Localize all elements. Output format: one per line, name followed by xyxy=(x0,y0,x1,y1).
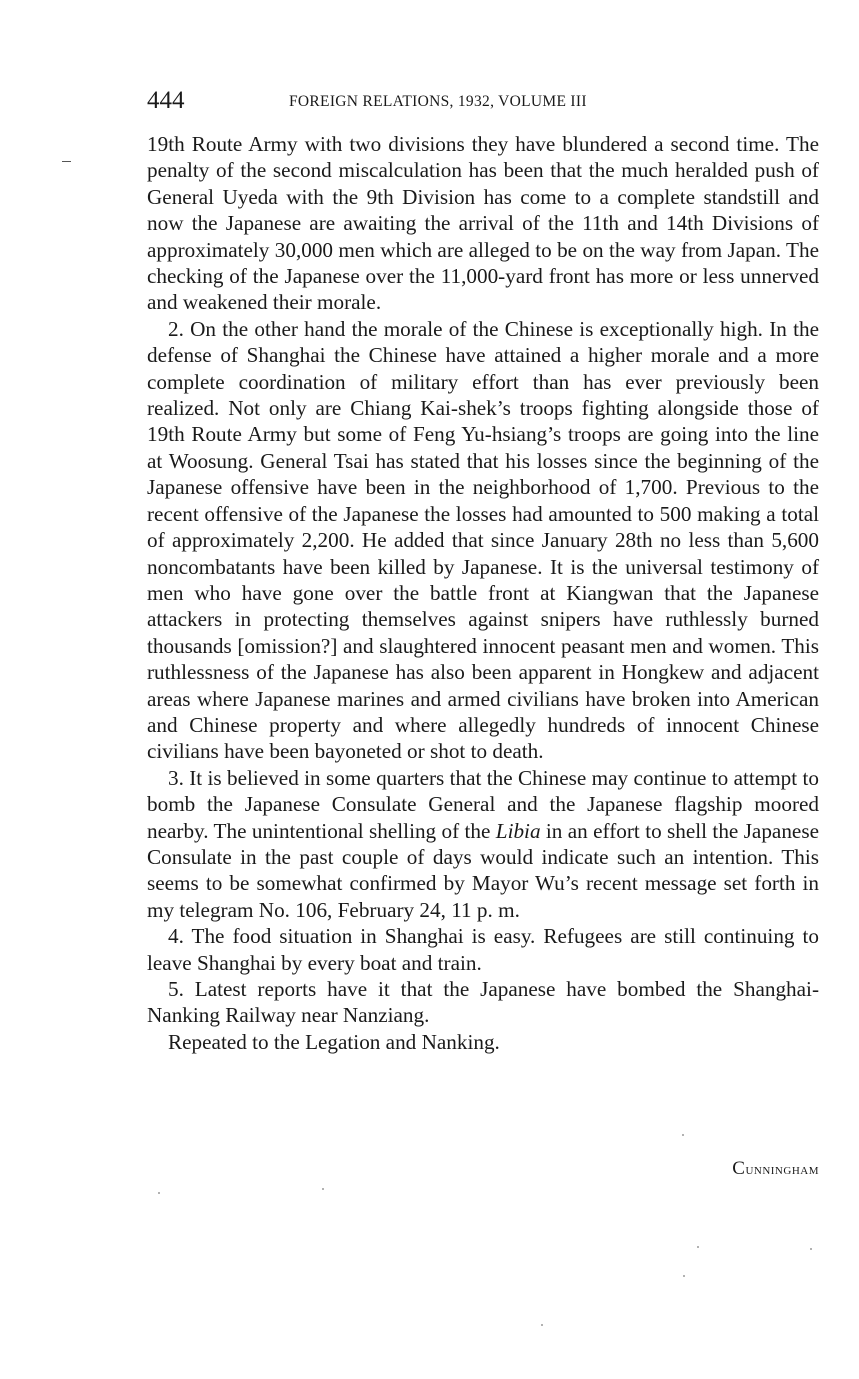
margin-mark xyxy=(62,161,71,162)
paragraph-5: 5. Latest reports have it that the Japanese have bombed the Shanghai-Nanking Railway near Nanziang. xyxy=(147,977,819,1028)
paper-speck xyxy=(682,1134,684,1136)
signature-initial: C xyxy=(732,1158,746,1179)
paragraph-3-text-b: in an effort to shell the Japanese Consulate in the past couple of days would indicate such an intention. This seems to be somewhat confirmed by Mayor Wu’s recent message set forth in my telegram No. 106, February 24, 11 p. m. xyxy=(147,818,819,922)
running-head xyxy=(147,86,819,116)
paper-speck xyxy=(322,1188,324,1190)
body-text xyxy=(147,131,819,1055)
paper-speck xyxy=(697,1246,699,1248)
ship-name: Libia xyxy=(495,818,541,843)
paper-speck xyxy=(541,1324,543,1326)
paragraph-3 xyxy=(147,765,819,923)
paper-speck xyxy=(683,1275,685,1277)
signature-rest: unningham xyxy=(745,1161,819,1178)
paragraph-continuation: 19th Route Army with two divisions they have blundered a second time. The penalty of the second miscalculation has been that the much heralded push of General Uyeda with the 9th Division has come to a complete standstill and now the Japanese are awaiting the arrival of the 11th and 14th Divisions of approximately 30,000 men which are alleged to be on the way from Japan. The checking of the Japanese over the 11,000-yard front has more or less unnerved and weakened their morale. xyxy=(147,132,819,315)
page-number: 444 xyxy=(147,87,185,114)
paragraph-repeated: Repeated to the Legation and Nanking. xyxy=(168,1029,500,1054)
volume-title: FOREIGN RELATIONS, 1932, VOLUME III xyxy=(289,93,587,110)
paragraph-4: 4. The food situation in Shanghai is easy. Refugees are still continuing to leave Shanghai by every boat and train. xyxy=(147,924,819,975)
signature xyxy=(732,1156,819,1183)
paragraph-2: 2. On the other hand the morale of the Chinese is exceptionally high. In the defense of Shanghai the Chinese have attained a higher morale and a more complete coordination of military effort than has ever previously been realized. Not only are Chiang Kai-shek’s troops fighting alongside those of 19th Route Army but some of Feng Yu-hsiang’s troops are going into the line at Woosung. General Tsai has stated that his losses since the beginning of the Japanese offensive have been in the neighborhood of 1,700. Previous to the recent offensive of the Japanese the losses had amounted to 500 making a total of approximately 2,200. He added that since January 28th no less than 5,600 noncombatants have been killed by Japanese. It is the universal testimony of men who have gone over the battle front at Kiangwan that the Japanese attackers in protecting themselves against snipers have ruthlessly burned thousands [omission?] and slaughtered innocent peasant men and women. This ruthlessness of the Japanese has also been apparent in Hongkew and adjacent areas where Japanese marines and armed civilians have broken into American and Chinese property and where allegedly hundreds of innocent Chinese civilians have been bayoneted or shot to death. xyxy=(147,316,819,764)
paper-speck xyxy=(810,1248,812,1250)
paper-speck xyxy=(158,1192,160,1194)
paragraph-3-text-a: 3. It is believed in some quarters that the Chinese may continue to attempt to bomb the Japanese Consulate General and the Japanese flagship moored nearby. The unintentional shelling of the xyxy=(147,765,819,843)
